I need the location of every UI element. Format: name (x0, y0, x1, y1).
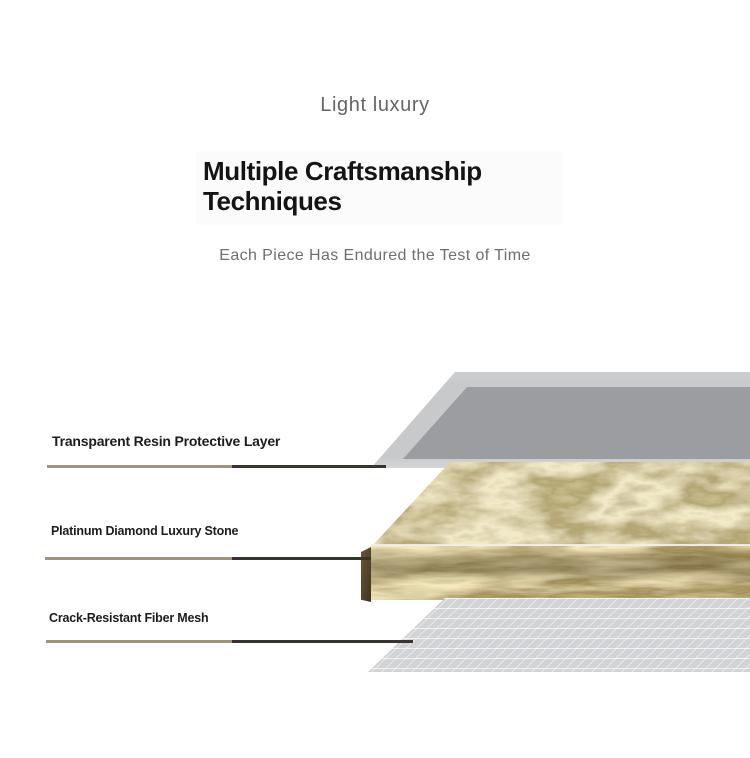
callout-line-resin (47, 465, 386, 468)
callout-line-dark-segment (232, 557, 371, 560)
callout-line-tan-segment (47, 465, 232, 468)
callout-line-dark-segment (232, 640, 413, 643)
stone-layer-front-face (370, 546, 750, 600)
callout-label-stone: Platinum Diamond Luxury Stone (51, 524, 239, 538)
stone-front-shading (370, 546, 750, 600)
page-subtitle: Each Piece Has Endured the Test of Time (219, 247, 531, 264)
mesh-grid-pattern (368, 598, 750, 672)
stone-layer-top-face (373, 462, 750, 545)
callout-line-stone (45, 557, 371, 560)
stone-layer-left-edge (361, 547, 371, 602)
callout-line-mesh (46, 640, 413, 643)
callout-line-dark-segment (232, 465, 386, 468)
stone-top-texture (373, 462, 750, 545)
brand-tagline: Light luxury (320, 94, 430, 116)
callout-label-resin: Transparent Resin Protective Layer (52, 433, 281, 449)
page-title: Multiple Craftsmanship Techniques (203, 156, 482, 216)
fiber-mesh-layer (368, 598, 750, 672)
callout-line-tan-segment (45, 557, 232, 560)
callout-line-tan-segment (46, 640, 232, 643)
callout-label-mesh: Crack-Resistant Fiber Mesh (49, 611, 209, 625)
